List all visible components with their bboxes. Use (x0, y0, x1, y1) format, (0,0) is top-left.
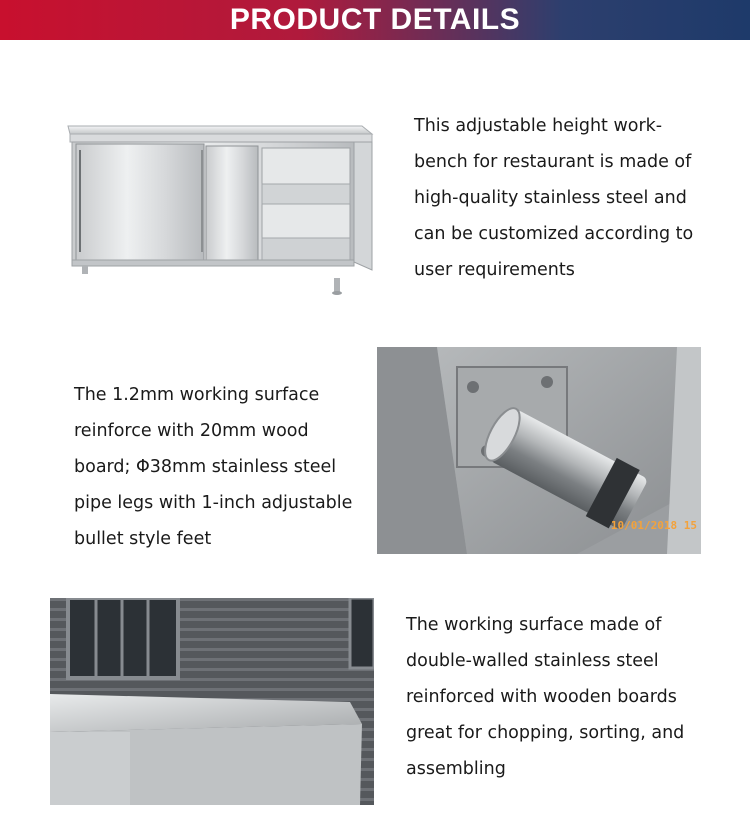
description-work-surface: The working surface made of double-walled stainless steel reinforced with wooden boards great for chopping, sorting, and assembling (406, 615, 685, 779)
pipe-leg-photo (377, 347, 701, 554)
work-surface-photo (50, 598, 374, 805)
photo-date-stamp: 10/01/2018 15 (610, 519, 697, 532)
workbench-photo (62, 110, 378, 302)
header-banner (0, 0, 750, 40)
description-legs: The 1.2mm working surface reinforce with 20mm wood board; Φ38mm stainless steel pipe legs with 1-inch adjustable bullet style feet (74, 385, 353, 549)
page-title: PRODUCT DETAILS (229, 3, 521, 36)
description-workbench: This adjustable height work- bench for restaurant is made of high-quality stainless steel and can be customized according to user requirements (414, 116, 694, 280)
